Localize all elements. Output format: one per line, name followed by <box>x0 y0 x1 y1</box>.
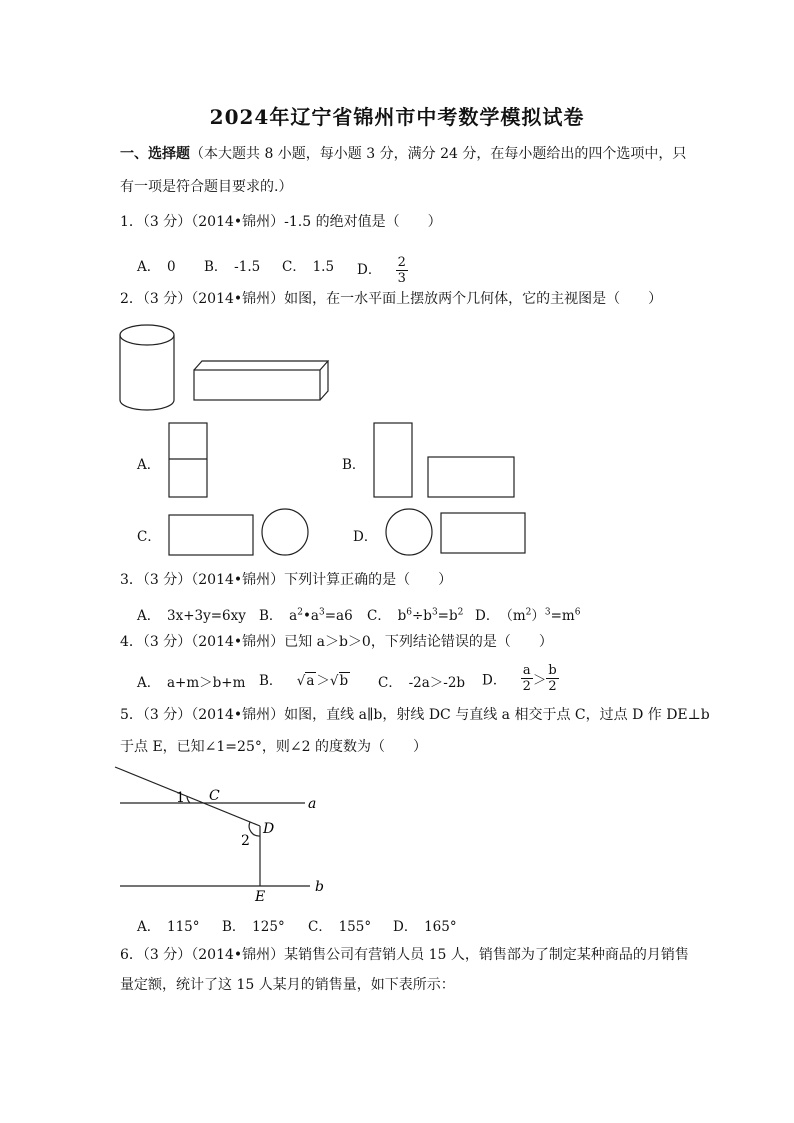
q3-c-exp2: 3 <box>431 607 438 618</box>
q4-option-c: C． -2a＞-2b <box>378 675 466 691</box>
q1-option-c: C． 1.5 <box>282 259 335 275</box>
section-heading-label: 一、选择题 <box>120 146 190 162</box>
q3-d-exp1: 2 <box>525 607 532 618</box>
page-title: 2024年辽宁省锦州市中考数学模拟试卷 <box>209 105 585 129</box>
sqrt-symbol-icon: √ <box>329 673 339 689</box>
q4-option-a: A． a+m＞b+m <box>137 675 246 691</box>
label-point-e: E <box>255 889 266 905</box>
q2-option-b: B． <box>342 457 366 473</box>
q3-b-mid: •a <box>302 608 319 624</box>
question-6-stem-1: 6．（3 分）（2014•锦州）某销售公司有营销人员 15 人，销售部为了制定某种商品的月销售 <box>120 947 689 963</box>
label-angle-2: 2 <box>241 833 250 849</box>
q3-b-post: =a6 <box>324 608 353 624</box>
q3-b-exp2: 3 <box>318 607 325 618</box>
fraction-numerator: b <box>548 663 557 678</box>
q5-option-a: A． 115° <box>137 919 200 935</box>
q5-option-d: D． 165° <box>393 919 457 935</box>
question-5-stem-2: 于点 E，已知∠1=25°，则∠2 的度数为（ ） <box>120 739 427 755</box>
q4-option-b-label: B． <box>259 673 283 689</box>
q3-d-text: D． （m <box>475 608 526 624</box>
section-description-1: （本大题共 8 小题，每小题 3 分，满分 24 分，在每小题给出的四个选项中，只 <box>190 146 687 162</box>
label-point-d: D <box>263 821 275 837</box>
question-1-stem: 1．（3 分）（2014•锦州）-1.5 的绝对值是（ ） <box>120 214 442 230</box>
question-4-stem: 4．（3 分）（2014•锦州）已知 a＞b＞0，下列结论错误的是（ ） <box>120 634 553 650</box>
q3-d-exp3: 6 <box>574 607 581 618</box>
q5-option-c: C． 155° <box>308 919 372 935</box>
q3-c-mid2: =b <box>437 608 458 624</box>
q2-option-a: A． <box>137 457 161 473</box>
q4-b-radicand-b: b <box>339 673 349 689</box>
q4-b-gt: ＞ <box>316 673 330 689</box>
fraction-numerator: a <box>521 663 533 679</box>
q2-option-d: D． <box>353 529 378 545</box>
q3-d-mid: ） <box>531 608 545 624</box>
q4-d-gt: ＞ <box>532 672 547 689</box>
q3-c-mid: ÷b <box>411 608 432 624</box>
label-line-b: b <box>315 879 324 895</box>
sqrt-symbol-icon: √ <box>296 673 306 689</box>
q3-b-exp1: 2 <box>297 607 303 618</box>
q5-option-b: B． 125° <box>222 919 285 935</box>
label-point-c: C <box>209 788 220 804</box>
fraction-denominator: 2 <box>522 679 531 694</box>
question-2-stem: 2．（3 分）（2014•锦州）如图，在一水平面上摆放两个几何体，它的主视图是（ ） <box>120 291 663 307</box>
q2-option-c: C． <box>137 529 161 545</box>
q3-b-text: B． a <box>259 608 298 624</box>
label-line-a: a <box>308 796 317 812</box>
question-6-stem-2: 量定额，统计了这 15 人某月的销售量，如下表所示： <box>120 977 455 993</box>
q4-option-d-label: D． <box>482 672 507 689</box>
q1-option-d-label: D． <box>357 262 382 278</box>
q4-b-radicand-a: a <box>306 673 315 689</box>
fraction-denominator: 2 <box>548 679 557 694</box>
label-angle-1: 1 <box>176 790 185 806</box>
q3-option-a: A． 3x+3y=6xy <box>137 608 246 624</box>
q1-option-a: A． 0 <box>137 259 176 275</box>
question-3-stem: 3．（3 分）（2014•锦州）下列计算正确的是（ ） <box>120 572 453 588</box>
q3-c-exp3: 2 <box>457 607 464 618</box>
q3-c-exp1: 6 <box>406 607 412 618</box>
q1-option-b: B． -1.5 <box>204 259 261 275</box>
fraction-denominator: 3 <box>397 271 406 286</box>
question-5-stem-1: 5．（3 分）（2014•锦州）如图，直线 a∥b，射线 DC 与直线 a 相交于点 C，过点 D 作 DE⊥b <box>120 707 710 723</box>
q3-c-text: C． b <box>367 608 407 624</box>
q3-d-post: =m <box>550 608 575 624</box>
q3-d-exp2: 3 <box>544 607 551 618</box>
fraction-numerator: 2 <box>397 255 406 270</box>
section-description-2: 有一项是符合题目要求的.） <box>120 179 293 195</box>
